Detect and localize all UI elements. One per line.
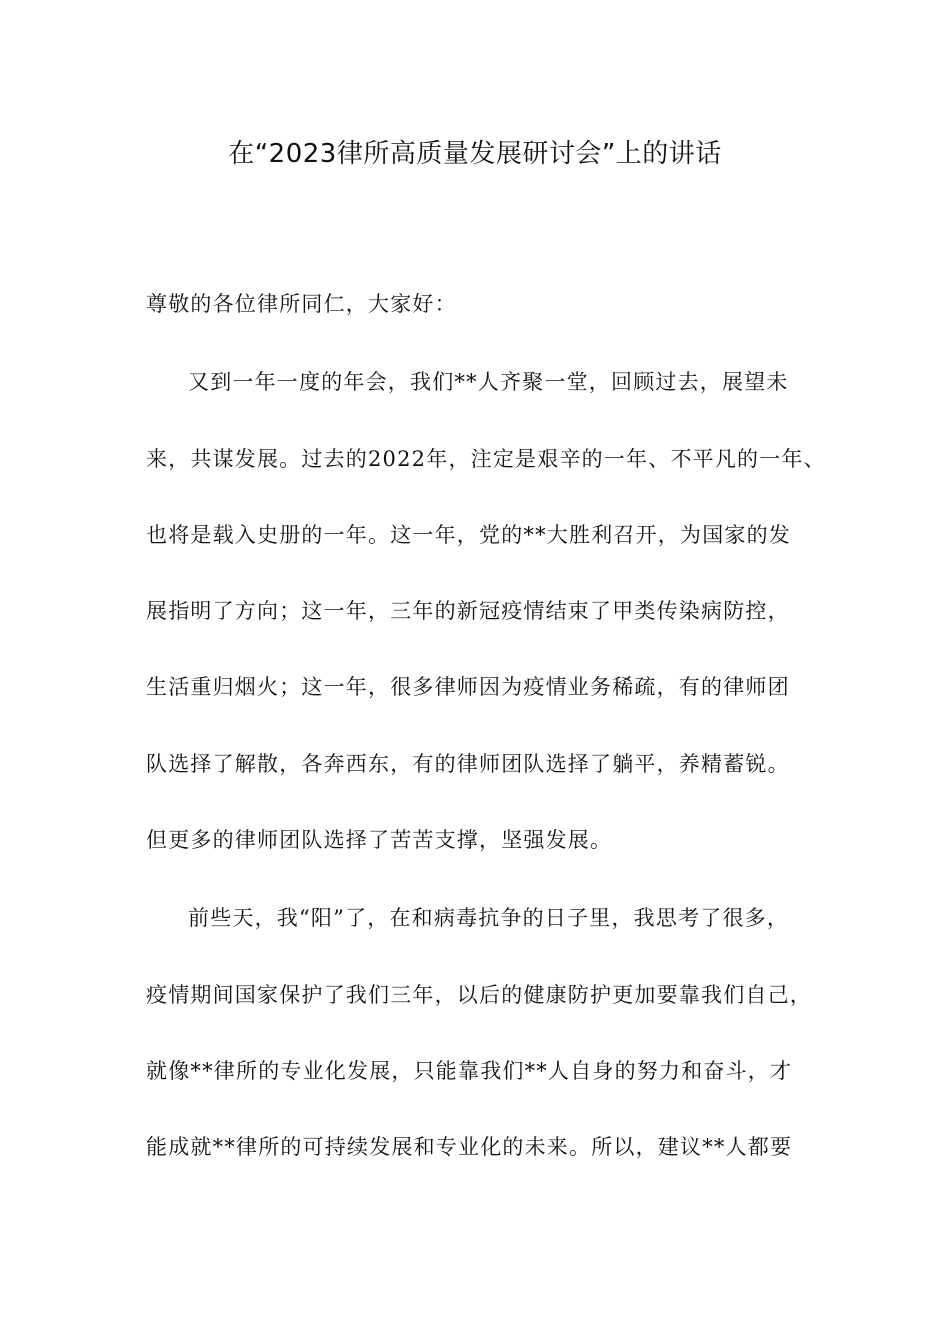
paragraph-2-line-1: 前些天，我“阳”了，在和病毒抗争的日子里，我思考了很多，	[188, 906, 790, 930]
salutation: 尊敬的各位律所同仁，大家好：	[146, 292, 457, 316]
paragraph-2-line-3: 就像**律所的专业化发展，只能靠我们**人自身的努力和奋斗，才	[146, 1059, 793, 1083]
paragraph-2-line-2: 疫情期间国家保护了我们三年，以后的健康防护更加要靠我们自己，	[146, 983, 812, 1007]
paragraph-1-line-2: 来，共谋发展。过去的2022年，注定是艰辛的一年、不平凡的一年、	[146, 447, 826, 471]
paragraph-1-line-5: 生活重归烟火；这一年，很多律师因为疫情业务稀疏，有的律师团	[146, 675, 790, 699]
paragraph-2-line-4: 能成就**律所的可持续发展和专业化的未来。所以，建议**人都要	[146, 1135, 793, 1159]
paragraph-1-line-7: 但更多的律师团队选择了苦苦支撑，坚强发展。	[146, 828, 613, 852]
document-title: 在“2023律所高质量发展研讨会”上的讲话	[228, 139, 722, 169]
paragraph-1-line-1: 又到一年一度的年会，我们**人齐聚一堂，回顾过去，展望未	[188, 370, 789, 394]
paragraph-1-line-3: 也将是载入史册的一年。这一年，党的**大胜利召开，为国家的发	[146, 523, 791, 547]
paragraph-1-line-4: 展指明了方向；这一年，三年的新冠疫情结束了甲类传染病防控，	[146, 599, 790, 623]
paragraph-1-line-6: 队选择了解散，各奔西东，有的律师团队选择了躺平，养精蓄锐。	[146, 752, 790, 776]
